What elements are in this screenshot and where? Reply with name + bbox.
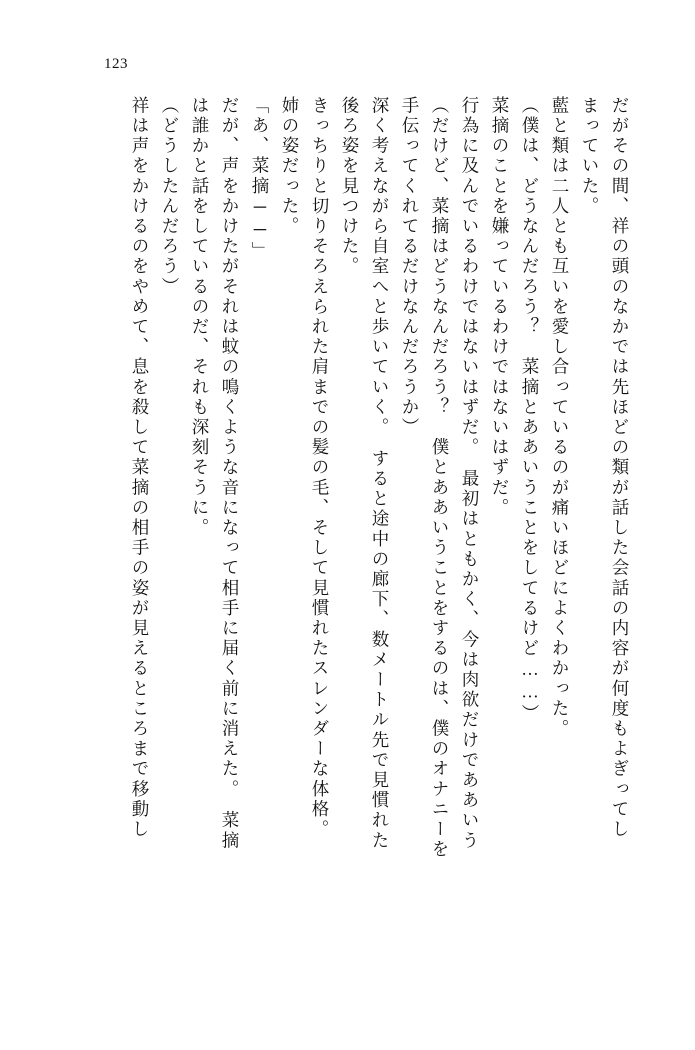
text-line: （だけど、菜摘はどうなんだろう？ 僕とああいうことをするのは、僕のオナニーを [430,96,450,860]
text-line: 祥は声をかけるのをやめて、息を殺して菜摘の相手の姿が見えるところまで移動し [130,96,150,840]
text-line: 「あ、菜摘──」 [250,96,270,262]
text-line: まっていた。 [580,96,600,217]
text-line: きっちりと切りそろえられた肩までの髪の毛、そして見慣れたスレンダーな体格。 [310,96,330,840]
text-line: 後ろ姿を見つけた。 [340,96,360,277]
text-line: だがその間、祥の頭のなかでは先ほどの類が話した会話の内容が何度もよぎってし [610,96,630,840]
text-line: 深く考えながら自室へと歩いていく。 すると途中の廊下、数メートル先で見慣れた [370,96,390,852]
page-number: 123 [104,56,128,72]
text-line: （僕は、どうなんだろう？ 菜摘とああいうことをしてるけど……） [520,96,540,725]
text-line: （どうしたんだろう） [160,96,180,297]
vertical-text-block [60,96,635,956]
text-line: は誰かと話をしているのだ、それも深刻そうに。 [190,96,210,539]
text-line: 姉の姿だった。 [280,96,300,237]
text-line: 手伝ってくれてるだけなんだろうか） [400,96,420,438]
text-line: だが、声をかけたがそれは蚊の鳴くような音になって相手に届く前に消えた。 菜摘 [220,96,240,852]
text-line: 行為に及んでいるわけではないはずだ。 最初はともかく、今は肉欲だけでああいう [460,96,480,852]
text-line: 藍と類は二人とも互いを愛し合っているのが痛いほどによくわかった。 [550,96,570,740]
text-line: 菜摘のことを嫌っているわけではないはずだ。 [490,96,510,519]
